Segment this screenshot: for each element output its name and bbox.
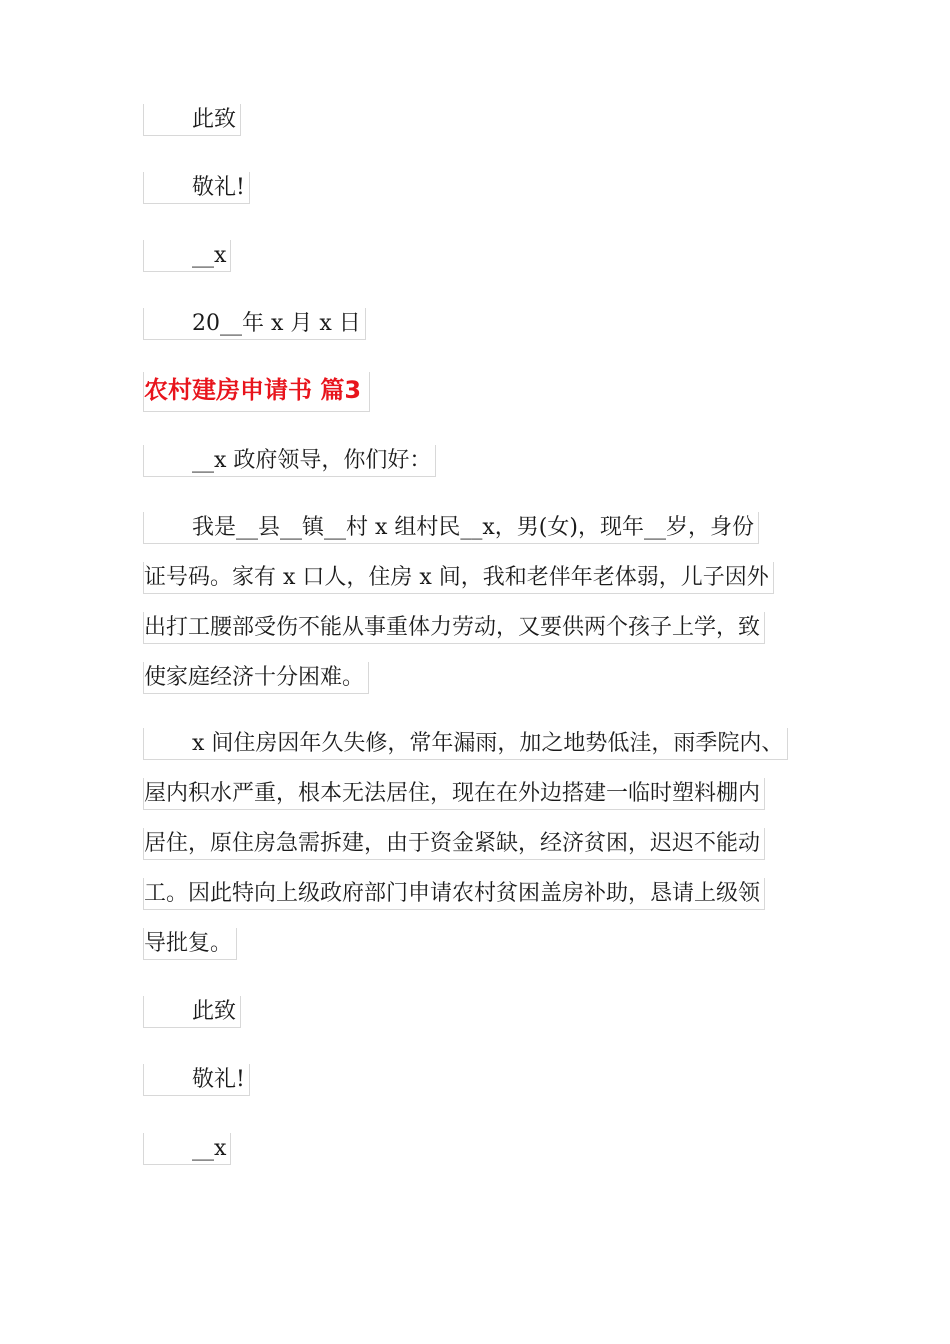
paragraph-line: 居住，原住房急需拆建，由于资金紧缺，经济贫困，迟迟不能动 bbox=[143, 828, 765, 860]
closing-regards: 敬礼! bbox=[143, 1064, 250, 1096]
closing-salutation: 此致 bbox=[143, 104, 241, 136]
paragraph-line: 导批复。 bbox=[143, 928, 237, 960]
paragraph-line: 出打工腰部受伤不能从事重体力劳动，又要供两个孩子上学，致 bbox=[143, 612, 765, 644]
date-line: 20__年 x 月 x 日 bbox=[143, 308, 366, 340]
paragraph-line: 屋内积水严重，根本无法居住，现在在外边搭建一临时塑料棚内 bbox=[143, 778, 765, 810]
closing-regards: 敬礼! bbox=[143, 172, 250, 204]
closing-salutation: 此致 bbox=[143, 996, 241, 1028]
paragraph-line: 工。因此特向上级政府部门申请农村贫困盖房补助，恳请上级领 bbox=[143, 878, 765, 910]
paragraph-line: x 间住房因年久失修，常年漏雨，加之地势低洼，雨季院内、 bbox=[143, 728, 788, 760]
paragraph-line: 证号码。家有 x 口人，住房 x 间，我和老伴年老体弱，儿子因外 bbox=[143, 562, 774, 594]
paragraph-line: 我是__县__镇__村 x 组村民__x，男(女)，现年__岁，身份 bbox=[143, 512, 759, 544]
signature-line: __x bbox=[143, 1133, 231, 1165]
paragraph-line: 使家庭经济十分困难。 bbox=[143, 662, 369, 694]
signature-line: __x bbox=[143, 240, 231, 272]
letter-greeting: __x 政府领导，你们好： bbox=[143, 445, 436, 477]
section-title: 农村建房申请书 篇3 bbox=[143, 372, 370, 412]
